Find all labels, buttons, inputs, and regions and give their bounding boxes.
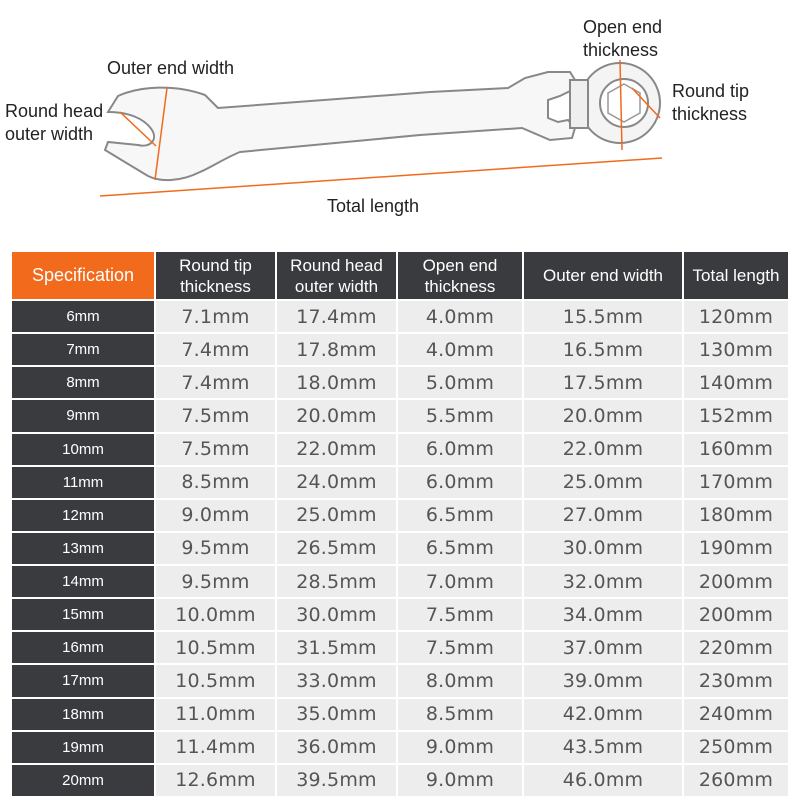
value-cell-round-head-outer-width: 26.5mm [277, 533, 396, 564]
value-cell-total-length: 230mm [684, 665, 788, 696]
spec-size-cell: 6mm [12, 301, 154, 332]
value-cell-outer-end-width: 46.0mm [524, 765, 682, 796]
value-cell-open-end-thickness: 5.0mm [398, 367, 522, 398]
value-cell-round-head-outer-width: 20.0mm [277, 400, 396, 431]
spec-size-cell: 14mm [12, 566, 154, 597]
value-cell-round-head-outer-width: 17.4mm [277, 301, 396, 332]
header-text: Total length [692, 266, 780, 285]
table-row [12, 334, 788, 365]
value-cell-open-end-thickness: 4.0mm [398, 301, 522, 332]
table-row [12, 500, 788, 531]
value-cell-open-end-thickness: 7.5mm [398, 599, 522, 630]
value-cell-round-tip-thickness: 7.5mm [156, 434, 275, 465]
value-cell-total-length: 240mm [684, 699, 788, 730]
value-cell-round-tip-thickness: 10.5mm [156, 632, 275, 663]
table-header [12, 252, 788, 299]
table-row [12, 566, 788, 597]
value-cell-round-head-outer-width: 18.0mm [277, 367, 396, 398]
value-cell-outer-end-width: 20.0mm [524, 400, 682, 431]
column-header-round-tip-thickness [156, 252, 275, 299]
value-cell-round-tip-thickness: 7.5mm [156, 400, 275, 431]
spec-size-cell: 13mm [12, 533, 154, 564]
value-cell-round-tip-thickness: 9.0mm [156, 500, 275, 531]
value-cell-open-end-thickness: 7.0mm [398, 566, 522, 597]
header-text: Outer end width [542, 266, 663, 285]
value-cell-open-end-thickness: 8.0mm [398, 665, 522, 696]
value-cell-round-head-outer-width: 31.5mm [277, 632, 396, 663]
value-cell-total-length: 120mm [684, 301, 788, 332]
hinge-block [570, 80, 588, 128]
value-cell-round-head-outer-width: 17.8mm [277, 334, 396, 365]
value-cell-outer-end-width: 30.0mm [524, 533, 682, 564]
header-row [12, 252, 788, 299]
wrench-outline [105, 72, 575, 180]
value-cell-total-length: 130mm [684, 334, 788, 365]
open-end-thickness-label [583, 16, 662, 62]
round-tip-label-line1: Round tip [672, 81, 750, 101]
spec-size-cell: 8mm [12, 367, 154, 398]
value-cell-outer-end-width: 42.0mm [524, 699, 682, 730]
header-text: Round tip [179, 255, 252, 275]
value-cell-round-tip-thickness: 8.5mm [156, 467, 275, 498]
spec-size-cell: 9mm [12, 400, 154, 431]
value-cell-round-head-outer-width: 36.0mm [277, 732, 396, 763]
total-length-label: Total length [327, 196, 420, 216]
spec-size-cell: 11mm [12, 467, 154, 498]
spec-size-cell: 18mm [12, 699, 154, 730]
value-cell-open-end-thickness: 6.5mm [398, 500, 522, 531]
column-header-specification [12, 252, 154, 299]
round-head-outer-width-label [5, 100, 103, 146]
value-cell-total-length: 140mm [684, 367, 788, 398]
header-text: thickness [424, 276, 496, 296]
column-header-round-head-outer-width [277, 252, 396, 299]
value-cell-round-tip-thickness: 7.4mm [156, 367, 275, 398]
column-header-total-length [684, 252, 788, 299]
value-cell-total-length: 200mm [684, 566, 788, 597]
value-cell-total-length: 220mm [684, 632, 788, 663]
value-cell-total-length: 250mm [684, 732, 788, 763]
value-cell-round-tip-thickness: 10.0mm [156, 599, 275, 630]
value-cell-round-head-outer-width: 33.0mm [277, 665, 396, 696]
table-row [12, 732, 788, 763]
table-row [12, 632, 788, 663]
value-cell-outer-end-width: 25.0mm [524, 467, 682, 498]
value-cell-outer-end-width: 32.0mm [524, 566, 682, 597]
value-cell-round-head-outer-width: 22.0mm [277, 434, 396, 465]
header-text: Open end [422, 255, 498, 275]
value-cell-outer-end-width: 34.0mm [524, 599, 682, 630]
open-end-label-line2: thickness [583, 40, 659, 60]
table-row [12, 699, 788, 730]
column-header-outer-end-width [524, 252, 682, 299]
value-cell-total-length: 170mm [684, 467, 788, 498]
table-row [12, 400, 788, 431]
value-cell-outer-end-width: 27.0mm [524, 500, 682, 531]
header-text: Specification [31, 265, 135, 285]
spec-size-cell: 15mm [12, 599, 154, 630]
value-cell-outer-end-width: 39.0mm [524, 665, 682, 696]
table-row [12, 665, 788, 696]
spec-size-cell: 7mm [12, 334, 154, 365]
ring-head-inner [600, 79, 648, 127]
value-cell-open-end-thickness: 8.5mm [398, 699, 522, 730]
table-row [12, 467, 788, 498]
value-cell-round-head-outer-width: 35.0mm [277, 699, 396, 730]
value-cell-outer-end-width: 37.0mm [524, 632, 682, 663]
value-cell-round-tip-thickness: 10.5mm [156, 665, 275, 696]
value-cell-outer-end-width: 43.5mm [524, 732, 682, 763]
value-cell-open-end-thickness: 6.0mm [398, 434, 522, 465]
header-text: thickness [180, 276, 251, 296]
value-cell-total-length: 160mm [684, 434, 788, 465]
open-end-label-line1: Open end [583, 17, 663, 37]
value-cell-open-end-thickness: 9.0mm [398, 765, 522, 796]
value-cell-outer-end-width: 22.0mm [524, 434, 682, 465]
table-row [12, 367, 788, 398]
value-cell-outer-end-width: 17.5mm [524, 367, 682, 398]
value-cell-total-length: 152mm [684, 400, 788, 431]
value-cell-open-end-thickness: 4.0mm [398, 334, 522, 365]
header-text: outer width [294, 276, 379, 296]
value-cell-round-tip-thickness: 11.4mm [156, 732, 275, 763]
value-cell-round-tip-thickness: 9.5mm [156, 533, 275, 564]
outer-end-width-label: Outer end width [107, 58, 235, 78]
value-cell-open-end-thickness: 9.0mm [398, 732, 522, 763]
spec-size-cell: 16mm [12, 632, 154, 663]
value-cell-total-length: 180mm [684, 500, 788, 531]
value-cell-round-tip-thickness: 7.1mm [156, 301, 275, 332]
header-text: Round head [290, 255, 383, 275]
table-body [12, 301, 788, 796]
value-cell-total-length: 200mm [684, 599, 788, 630]
round-tip-thickness-label [672, 80, 749, 126]
value-cell-round-tip-thickness: 12.6mm [156, 765, 275, 796]
spec-size-cell: 19mm [12, 732, 154, 763]
spec-size-cell: 10mm [12, 434, 154, 465]
value-cell-outer-end-width: 16.5mm [524, 334, 682, 365]
value-cell-round-head-outer-width: 39.5mm [277, 765, 396, 796]
round-head-label-line2: outer width [5, 124, 94, 144]
value-cell-round-tip-thickness: 11.0mm [156, 699, 275, 730]
value-cell-outer-end-width: 15.5mm [524, 301, 682, 332]
value-cell-total-length: 260mm [684, 765, 788, 796]
value-cell-open-end-thickness: 7.5mm [398, 632, 522, 663]
spec-size-cell: 17mm [12, 665, 154, 696]
value-cell-round-head-outer-width: 25.0mm [277, 500, 396, 531]
value-cell-total-length: 190mm [684, 533, 788, 564]
specification-table [10, 250, 790, 798]
table-row [12, 533, 788, 564]
round-tip-label-line2: thickness [672, 104, 748, 124]
value-cell-round-head-outer-width: 24.0mm [277, 467, 396, 498]
round-head-label-line1: Round head [5, 101, 104, 121]
value-cell-open-end-thickness: 6.5mm [398, 533, 522, 564]
value-cell-open-end-thickness: 5.5mm [398, 400, 522, 431]
column-header-open-end-thickness [398, 252, 522, 299]
table-row [12, 765, 788, 796]
value-cell-round-tip-thickness: 9.5mm [156, 566, 275, 597]
spec-size-cell: 12mm [12, 500, 154, 531]
spec-size-cell: 20mm [12, 765, 154, 796]
table-row [12, 301, 788, 332]
table-row [12, 434, 788, 465]
value-cell-open-end-thickness: 6.0mm [398, 467, 522, 498]
table-row [12, 599, 788, 630]
value-cell-round-head-outer-width: 28.5mm [277, 566, 396, 597]
value-cell-round-head-outer-width: 30.0mm [277, 599, 396, 630]
value-cell-round-tip-thickness: 7.4mm [156, 334, 275, 365]
